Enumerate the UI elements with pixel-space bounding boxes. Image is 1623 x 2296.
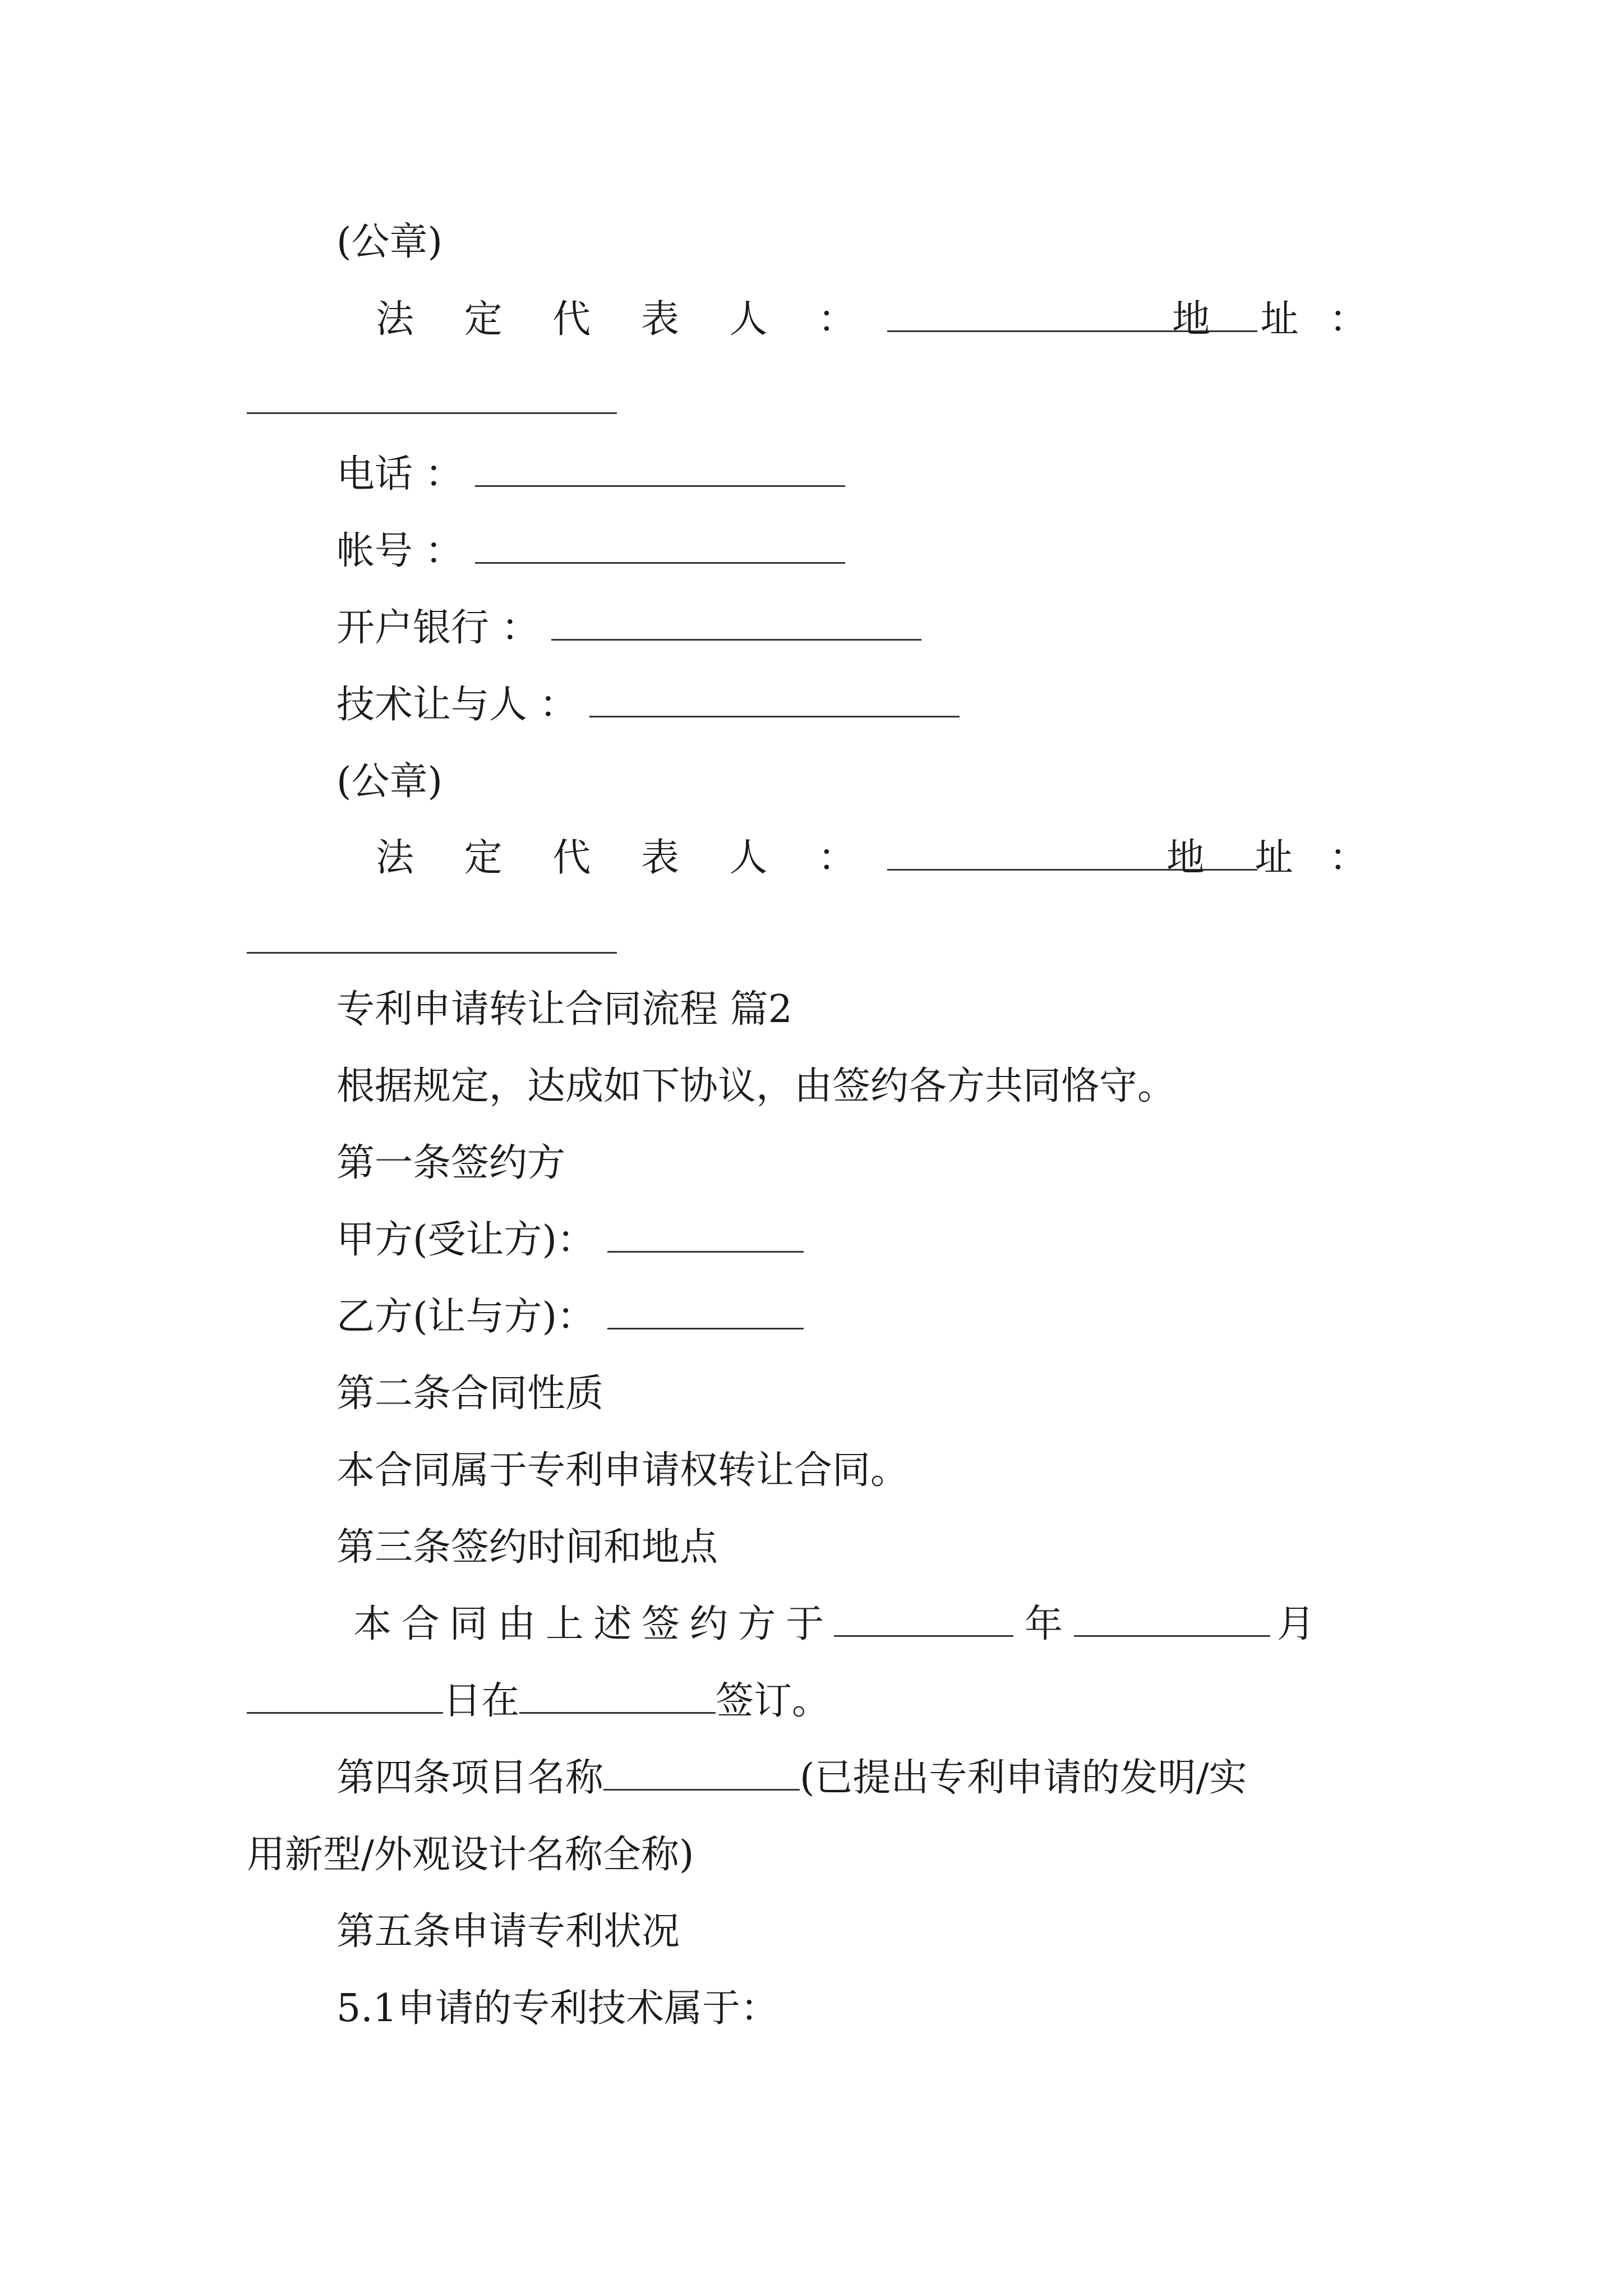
address-colon: ： (1329, 297, 1368, 342)
transferor-label: 技术让与人 ： (336, 683, 578, 727)
phone-label: 电话 ： (336, 452, 463, 496)
seal-label: (公章) (336, 220, 443, 264)
legal-rep-row-2 (376, 836, 1257, 881)
account-row (336, 529, 845, 574)
article-5: 第五条申请专利状况 (336, 1910, 680, 1954)
article-1: 第一条签约方 (336, 1141, 566, 1185)
article-2-text: 本合同属于专利申请权转让合同。 (336, 1448, 909, 1493)
account-label: 帐号 ： (336, 529, 463, 573)
address-label-2-text: 地 址 (1166, 836, 1312, 880)
address-colon-2: ： (1329, 836, 1368, 880)
article-3-line1 (353, 1602, 1315, 1647)
section-heading: 专利申请转让合同流程 篇2 (336, 987, 792, 1032)
year-label: 年 (1024, 1602, 1063, 1646)
article-3: 第三条签约时间和地点 (336, 1525, 718, 1570)
address-label (1172, 297, 1318, 342)
transferor-row (336, 683, 960, 728)
day-blank[interactable] (247, 1683, 443, 1714)
article-4-line2: 用新型/外观设计名称全称) (247, 1833, 694, 1877)
bank-blank[interactable] (551, 610, 921, 641)
article-3-text: 本合同由上述签约方于 (353, 1602, 834, 1646)
intro-text: 根据规定，达成如下协议，由签约各方共同恪守。 (336, 1064, 1176, 1108)
party-b-label: 乙方(让与方)： (336, 1295, 596, 1339)
article-2: 第二条合同性质 (336, 1372, 604, 1416)
party-a-label: 甲方(受让方)： (336, 1218, 596, 1262)
address-blank[interactable] (247, 412, 617, 414)
account-blank[interactable] (475, 533, 845, 564)
project-name-blank[interactable] (603, 1760, 800, 1791)
bank-label: 开户银行 ： (336, 606, 540, 650)
legal-rep-label-2: 法 定 代 表 人 ： (376, 836, 875, 880)
transferor-blank[interactable] (589, 687, 960, 717)
party-a-blank[interactable] (607, 1222, 804, 1253)
legal-rep-label: 法 定 代 表 人 ： (376, 297, 875, 342)
month-blank[interactable] (1074, 1606, 1270, 1637)
article-4-line1 (336, 1756, 1247, 1801)
party-a-row (336, 1218, 804, 1263)
legal-rep-row (376, 297, 1257, 342)
article-5-1: 5.1申请的专利技术属于： (336, 1986, 779, 2031)
address-blank-2[interactable] (247, 952, 617, 954)
article-4-label: 第四条项目名称 (336, 1756, 604, 1800)
signed-label: 签订。 (716, 1679, 831, 1723)
phone-row (336, 452, 845, 497)
phone-blank[interactable] (475, 456, 845, 487)
month-label: 月 (1276, 1602, 1315, 1646)
address-label-text: 地 址 (1172, 297, 1318, 342)
article-4-note: (已提出专利申请的发明/实 (800, 1756, 1247, 1800)
party-b-row (336, 1295, 804, 1340)
bank-row (336, 606, 921, 651)
address-label-2 (1166, 836, 1312, 881)
year-blank[interactable] (834, 1606, 1013, 1637)
day-label: 日在 (443, 1679, 520, 1723)
seal-label-2: (公章) (336, 760, 443, 804)
place-blank[interactable] (519, 1683, 716, 1714)
party-b-blank[interactable] (607, 1299, 804, 1329)
article-3-line2 (247, 1679, 830, 1724)
